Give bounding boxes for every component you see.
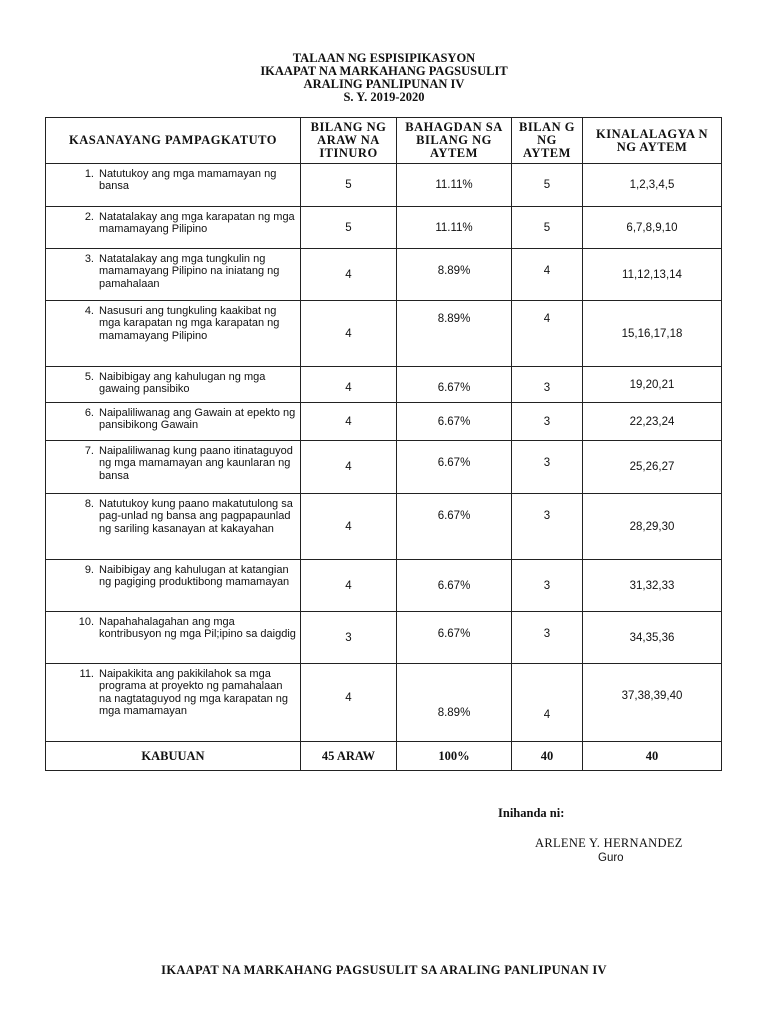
row-number: 11. [79, 668, 94, 680]
competency-cell [46, 403, 301, 441]
days-cell: 4 [301, 560, 397, 612]
competency-cell [46, 249, 301, 301]
row-number: 8. [84, 498, 94, 510]
items-cell: 4 [512, 301, 583, 367]
competency-text: Natatalakay ang mga tungkulin ng mamamayang Pilipino na iniatang ng pamahalaan [99, 253, 280, 290]
days-cell: 4 [301, 494, 397, 560]
specification-table [45, 117, 722, 771]
row-number: 2. [84, 211, 94, 223]
placement-cell: 15,16,17,18 [583, 301, 722, 367]
table-row [46, 441, 722, 494]
table-row [46, 664, 722, 742]
competency-cell [46, 441, 301, 494]
row-number: 3. [84, 253, 94, 265]
placement-cell: 22,23,24 [583, 403, 722, 441]
row-number: 1. [84, 168, 94, 180]
placement-cell: 25,26,27 [583, 441, 722, 494]
placement-cell: 37,38,39,40 [583, 664, 722, 742]
items-cell: 3 [512, 612, 583, 664]
percent-cell: 8.89% [397, 301, 512, 367]
header-placement: KINALALAGYA N NG AYTEM [583, 118, 722, 164]
competency-text: Naipaliliwanag kung paano itinataguyod ng mga mamamayan ang kaunlaran ng bansa [99, 445, 293, 482]
table-row [46, 164, 722, 207]
competency-text: Natutukoy kung paano makatutulong sa pag-unlad ng bansa ang pagpapaunlad ng sariling kasanayan at kakayahan [99, 498, 293, 535]
percent-cell: 6.67% [397, 403, 512, 441]
row-number: 9. [84, 564, 94, 576]
days-cell: 4 [301, 301, 397, 367]
placement-cell: 6,7,8,9,10 [583, 207, 722, 249]
placement-cell: 19,20,21 [583, 367, 722, 403]
percent-cell: 8.89% [397, 664, 512, 742]
total-placement: 40 [583, 742, 722, 771]
days-cell: 5 [301, 164, 397, 207]
table-row [46, 367, 722, 403]
row-number: 10. [78, 616, 94, 628]
placement-cell: 31,32,33 [583, 560, 722, 612]
competency-text: Nasusuri ang tungkuling kaakibat ng mga karapatan ng mga karapatan ng mamamayang Pilipino [99, 305, 280, 342]
table-row [46, 560, 722, 612]
competency-text: Naipakikita ang pakikilahok sa mga programa at proyekto ng pamahalaan na nagtataguyod ng mga karapatan ng mga mamamayan [99, 668, 288, 718]
table-row [46, 249, 722, 301]
competency-text: Natatalakay ang mga karapatan ng mga mamamayang Pilipino [99, 211, 295, 236]
items-cell: 3 [512, 367, 583, 403]
competency-cell [46, 494, 301, 560]
days-cell: 4 [301, 403, 397, 441]
percent-cell: 6.67% [397, 560, 512, 612]
table-row [46, 207, 722, 249]
title-line-2: IKAAPAT NA MARKAHANG PAGSUSULIT [260, 64, 508, 78]
total-label: KABUUAN [46, 742, 301, 771]
competency-cell [46, 560, 301, 612]
signatory-role: Guro [598, 852, 624, 864]
items-cell: 5 [512, 207, 583, 249]
table-row [46, 403, 722, 441]
header-percent: BAHAGDAN SA BILANG NG AYTEM [397, 118, 512, 164]
header-competency: KASANAYANG PAMPAGKATUTO [46, 118, 301, 164]
table-row [46, 612, 722, 664]
header-items: BILAN G NG AYTEM [512, 118, 583, 164]
percent-cell: 6.67% [397, 441, 512, 494]
table-row [46, 494, 722, 560]
competency-text: Napahahalagahan ang mga kontribusyon ng mga Pil;ipino sa daigdig [99, 616, 296, 641]
items-cell: 4 [512, 664, 583, 742]
competency-text: Naipaliliwanag ang Gawain at epekto ng pansibikong Gawain [99, 407, 296, 432]
days-cell: 4 [301, 441, 397, 494]
row-number: 6. [84, 407, 94, 419]
table-row [46, 301, 722, 367]
row-number: 5. [84, 371, 94, 383]
footer-title: IKAAPAT NA MARKAHANG PAGSUSULIT SA ARALING PANLIPUNAN IV [161, 963, 607, 977]
days-cell: 4 [301, 367, 397, 403]
total-days: 45 ARAW [301, 742, 397, 771]
signatory-name: ARLENE Y. HERNANDEZ [535, 836, 683, 850]
competency-text: Natutukoy ang mga mamamayan ng bansa [99, 168, 277, 193]
placement-cell: 34,35,36 [583, 612, 722, 664]
days-cell: 4 [301, 664, 397, 742]
header-days: BILANG NG ARAW NA ITINURO [301, 118, 397, 164]
total-percent: 100% [397, 742, 512, 771]
row-number: 7. [84, 445, 94, 457]
competency-cell [46, 664, 301, 742]
items-cell: 3 [512, 494, 583, 560]
days-cell: 5 [301, 207, 397, 249]
percent-cell: 6.67% [397, 494, 512, 560]
percent-cell: 11.11% [397, 164, 512, 207]
document-title [0, 52, 768, 104]
competency-cell [46, 207, 301, 249]
placement-cell: 1,2,3,4,5 [583, 164, 722, 207]
items-cell: 5 [512, 164, 583, 207]
days-cell: 3 [301, 612, 397, 664]
competency-cell [46, 367, 301, 403]
items-cell: 3 [512, 560, 583, 612]
items-cell: 4 [512, 249, 583, 301]
prepared-by-label: Inihanda ni: [498, 806, 565, 820]
competency-text: Naibibigay ang kahulugan ng mga gawaing pansibiko [99, 371, 266, 396]
percent-cell: 11.11% [397, 207, 512, 249]
competency-cell [46, 164, 301, 207]
placement-cell: 28,29,30 [583, 494, 722, 560]
percent-cell: 6.67% [397, 367, 512, 403]
days-cell: 4 [301, 249, 397, 301]
items-cell: 3 [512, 441, 583, 494]
competency-cell [46, 612, 301, 664]
title-line-3: ARALING PANLIPUNAN IV [303, 77, 465, 91]
competency-text: Naibibigay ang kahulugan at katangian ng pagiging produktibong mamamayan [99, 564, 290, 589]
title-line-4: S. Y. 2019-2020 [343, 90, 425, 104]
total-row [46, 742, 722, 771]
table-header-row [46, 118, 722, 164]
row-number: 4. [84, 305, 94, 317]
total-items: 40 [512, 742, 583, 771]
title-line-1: TALAAN NG ESPISIPIKASYON [292, 51, 476, 65]
placement-cell: 11,12,13,14 [583, 249, 722, 301]
percent-cell: 8.89% [397, 249, 512, 301]
items-cell: 3 [512, 403, 583, 441]
competency-cell [46, 301, 301, 367]
percent-cell: 6.67% [397, 612, 512, 664]
